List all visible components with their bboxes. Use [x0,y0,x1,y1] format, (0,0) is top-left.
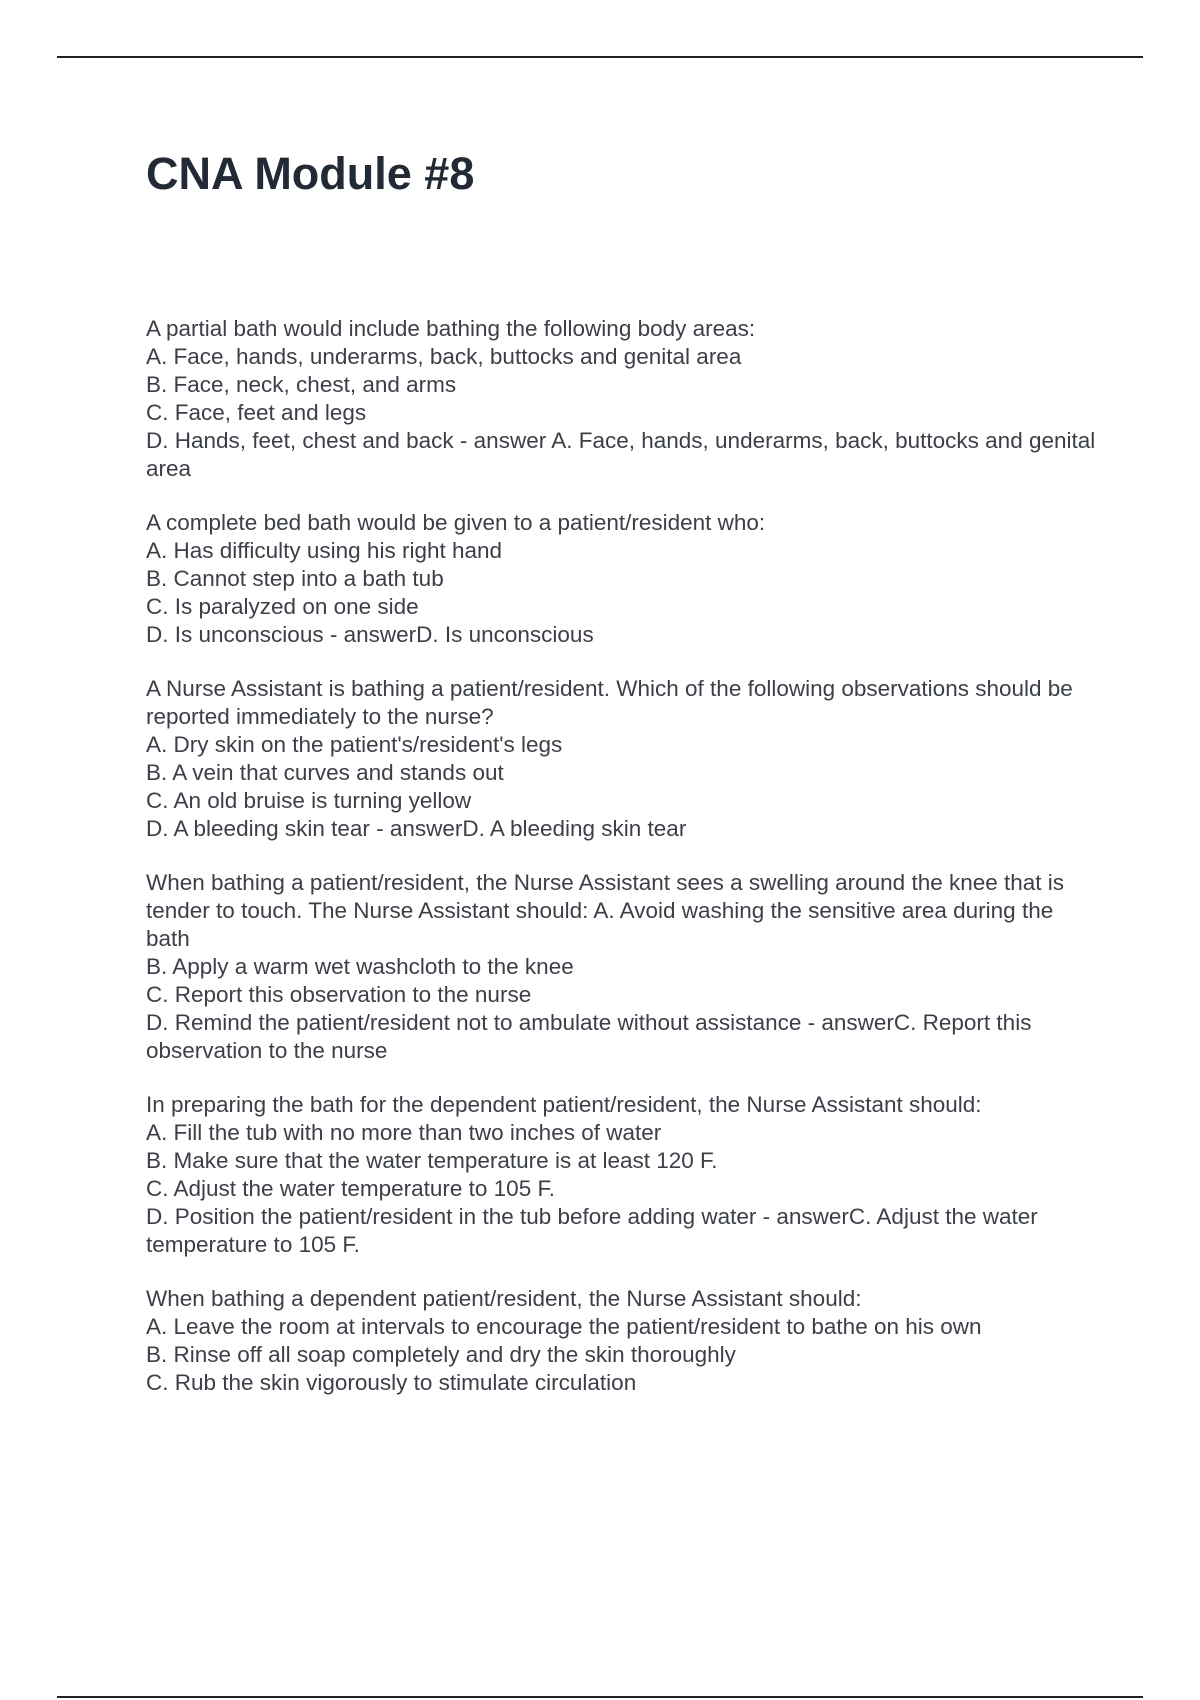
question-list [146,315,1102,1397]
option-c: C. Report this observation to the nurse [146,982,532,1007]
question-text: A Nurse Assistant is bathing a patient/resident. Which of the following observations should be reported immediately to the nurse? [146,676,1080,729]
question-text: In preparing the bath for the dependent patient/resident, the Nurse Assistant should: [146,1092,982,1117]
question-text: A complete bed bath would be given to a patient/resident who: [146,510,766,535]
question-block-2 [146,509,1096,649]
option-c: C. Adjust the water temperature to 105 F. [146,1176,555,1201]
document-title: CNA Module #8 [146,148,475,199]
question-block-4 [146,869,1096,1065]
option-c: C. Rub the skin vigorously to stimulate circulation [146,1370,637,1395]
question-block-6 [146,1285,1096,1397]
question-block-1 [146,315,1102,483]
document-body [146,140,1102,1423]
option-c: C. Face, feet and legs [146,400,367,425]
bottom-divider [57,1696,1143,1698]
question-block-5 [146,1091,1096,1259]
top-divider [57,56,1143,58]
question-block-3 [146,675,1096,843]
option-b: B. Face, neck, chest, and arms [146,372,457,397]
option-d-with-answer: D. A bleeding skin tear - answerD. A bleeding skin tear [146,816,687,841]
option-c: C. Is paralyzed on one side [146,594,419,619]
option-a: A. Leave the room at intervals to encourage the patient/resident to bathe on his own [146,1314,982,1339]
question-text: When bathing a dependent patient/resident, the Nurse Assistant should: [146,1286,862,1311]
option-c: C. An old bruise is turning yellow [146,788,472,813]
option-d-with-answer: D. Position the patient/resident in the tub before adding water - answerC. Adjust the water temperature to 105 F. [146,1204,1045,1257]
option-a: A. Has difficulty using his right hand [146,538,503,563]
option-a: A. Fill the tub with no more than two inches of water [146,1120,662,1145]
option-b: B. Apply a warm wet washcloth to the knee [146,954,574,979]
option-d-with-answer: D. Hands, feet, chest and back - answer A. Face, hands, underarms, back, buttocks and genital area [146,428,1102,481]
option-d-with-answer: D. Remind the patient/resident not to ambulate without assistance - answerC. Report this observation to the nurse [146,1010,1038,1063]
option-a: A. Dry skin on the patient's/resident's legs [146,732,563,757]
option-b: B. A vein that curves and stands out [146,760,504,785]
option-d-with-answer: D. Is unconscious - answerD. Is unconscious [146,622,594,647]
option-b: B. Cannot step into a bath tub [146,566,444,591]
option-b: B. Rinse off all soap completely and dry the skin thoroughly [146,1342,736,1367]
option-b: B. Make sure that the water temperature is at least 120 F. [146,1148,718,1173]
question-text: A partial bath would include bathing the following body areas: [146,316,756,341]
question-text-with-option-a: When bathing a patient/resident, the Nurse Assistant sees a swelling around the knee that is tender to touch. The Nurse Assistant should: A. Avoid washing the sensitive area during the bath [146,870,1071,951]
option-a: A. Face, hands, underarms, back, buttocks and genital area [146,344,742,369]
